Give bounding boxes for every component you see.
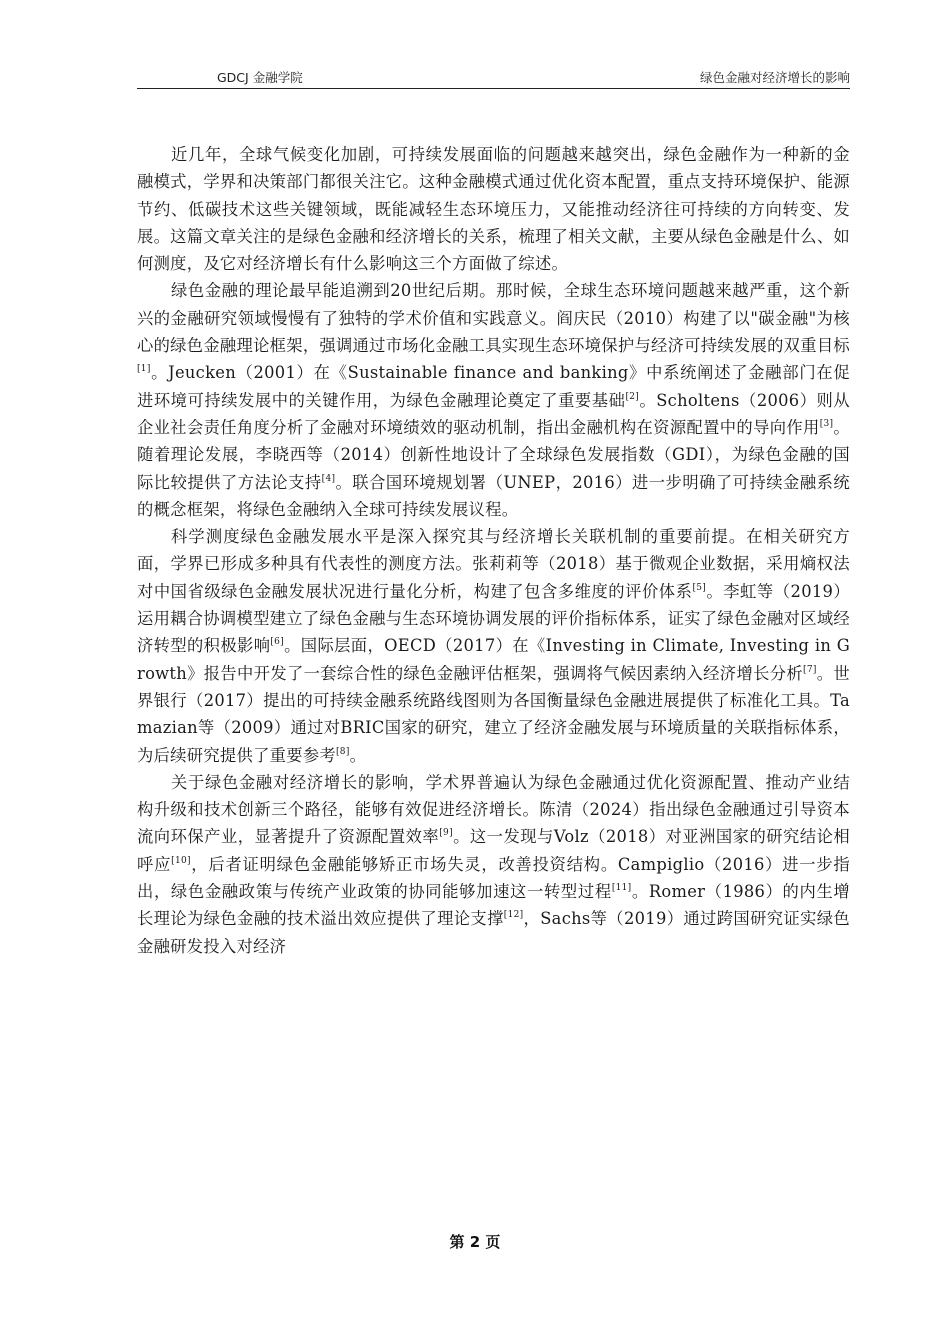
citation-ref: [6] <box>270 637 285 648</box>
paragraph-text: 。随着理论发展，李晓西等（2014）创新性地设计了全球绿色发展指数（GDI），为绿色金融的国际比较提供了方法论支持 <box>137 417 850 492</box>
header-institution: GDCJ 金融学院 <box>217 70 303 85</box>
citation-ref: [2] <box>625 391 640 402</box>
citation-ref: [8] <box>335 746 350 757</box>
paragraph-text: 。国际层面，OECD（2017）在《Investing in Climate, Investing in Growth》报告中开发了一套综合性的绿色金融评估框架，强调将气候因素纳入经济增长分析 <box>137 636 851 683</box>
paragraph-text: 。这一发现与Volz（2018）对亚洲国家的研究结论相呼应 <box>137 827 851 874</box>
paragraph-text: ，后者证明绿色金融能够矫正市场失灵，改善投资结构。Campiglio（2016）进一步指出，绿色金融政策与传统产业政策的协同能够加速这一转型过程 <box>137 854 850 902</box>
citation-ref: [9] <box>439 828 453 839</box>
paragraph <box>137 523 850 769</box>
paragraph-text: 。 <box>349 745 367 765</box>
paragraph-text: 。李虹等（2019）运用耦合协调模型建立了绿色金融与生态环境协调发展的评价指标体系，证实了绿色金融对区域经济转型的积极影响 <box>137 581 851 656</box>
paragraph <box>137 141 850 277</box>
citation-ref: [12] <box>503 910 524 921</box>
citation-ref: [11] <box>611 883 632 894</box>
paragraph <box>137 277 850 523</box>
page-header <box>137 66 850 89</box>
paragraph-text: 近几年，全球气候变化加剧，可持续发展面临的问题越来越突出，绿色金融作为一种新的金融模式，学界和决策部门都很关注它。这种金融模式通过优化资本配置，重点支持环境保护、能源节约、低碳技术这些关键领域，既能减轻生态环境压力，又能推动经济往可持续的方向转变、发展。这篇文章关注的是绿色金融和经济增长的关系，梳理了相关文献，主要从绿色金融是什么、如何测度，及它对经济增长有什么影响这三个方面做了综述。 <box>137 145 850 274</box>
page-number: 第 2 页 <box>449 1233 501 1251</box>
header-title: 绿色金融对经济增长的影响 <box>699 70 850 85</box>
paragraph-text: 。世界银行（2017）提出的可持续金融系统路线图则为各国衡量绿色金融进展提供了标准化工具。Tamazian等（2009）通过对BRIC国家的研究，建立了经济金融发展与环境质量的关联指标体系，为后续研究提供了重要参考 <box>137 663 850 765</box>
citation-ref: [10] <box>171 855 191 866</box>
paragraph-text: 科学测度绿色金融发展水平是深入探究其与经济增长关联机制的重要前提。在相关研究方面，学界已形成多种具有代表性的测度方法。张莉莉等（2018）基于微观企业数据，采用熵权法对中国省级绿色金融发展状况进行量化分析，构建了包含多维度的评价体系 <box>137 527 850 601</box>
paragraph <box>137 769 850 960</box>
body-text <box>137 141 850 960</box>
citation-ref: [3] <box>819 418 834 429</box>
paragraph-text: 绿色金融的理论最早能追溯到20世纪后期。那时候，全球生态环境问题越来越严重，这个新兴的金融研究领域慢慢有了独特的学术价值和实践意义。阎庆民（2010）构建了以"碳金融"为核心的绿色金融理论框架，强调通过市场化金融工具实现生态环境保护与经济可持续发展的双重目标 <box>137 281 850 356</box>
paragraph-text: 。Scholtens（2006）则从企业社会责任角度分析了金融对环境绩效的驱动机制，指出金融机构在资源配置中的导向作用 <box>137 390 850 437</box>
paragraph-text: 。Romer（1986）的内生增长理论为绿色金融的技术溢出效应提供了理论支撑 <box>137 882 851 929</box>
citation-ref: [1] <box>137 364 151 375</box>
paragraph-text: 关于绿色金融对经济增长的影响，学术界普遍认为绿色金融通过优化资源配置、推动产业结构升级和技术创新三个路径，能够有效促进经济增长。陈清（2024）指出绿色金融通过引导资本流向环保产业，显著提升了资源配置效率 <box>137 772 850 847</box>
citation-ref: [7] <box>803 664 817 675</box>
paragraph-text: ，Sachs等（2019）通过跨国研究证实绿色金融研发投入对经济 <box>137 909 851 956</box>
citation-ref: [5] <box>692 582 707 593</box>
paragraph-text: 。Jeucken（2001）在《Sustainable finance and banking》中系统阐述了金融部门在促进环境可持续发展中的关键作用，为绿色金融理论奠定了重要基础 <box>137 363 850 410</box>
paragraph-text: 。联合国环境规划署（UNEP，2016）进一步明确了可持续金融系统的概念框架，将绿色金融纳入全球可持续发展议程。 <box>137 472 850 519</box>
citation-ref: [4] <box>321 473 336 484</box>
